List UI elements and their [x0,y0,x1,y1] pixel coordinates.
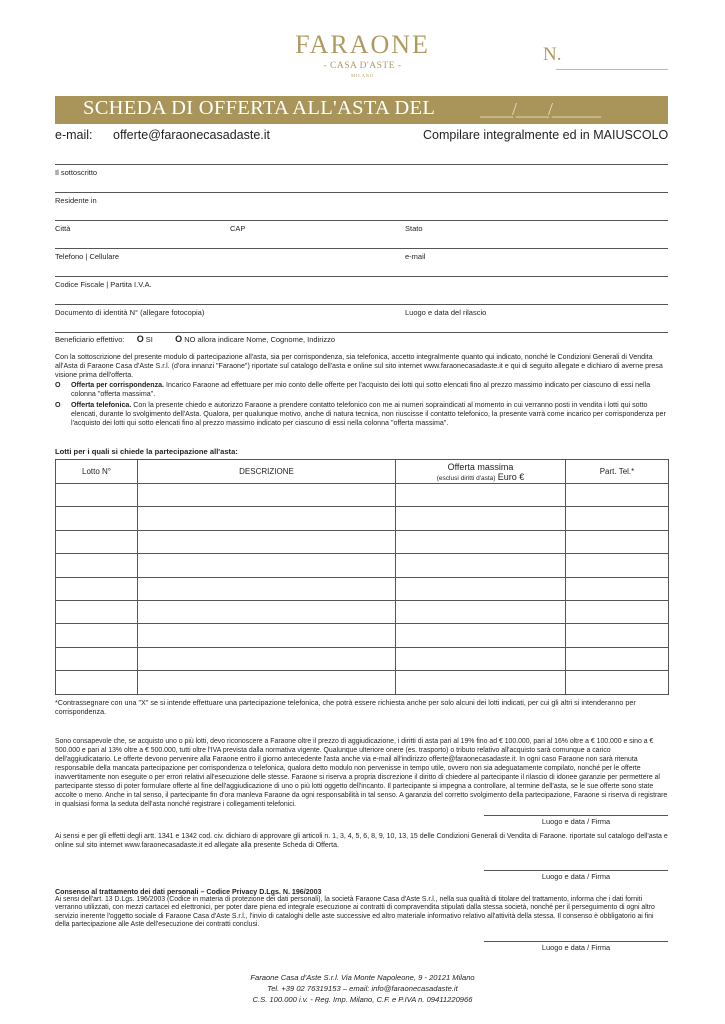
lot-phone-cell[interactable] [566,554,669,577]
beneficiary-row [55,334,335,344]
lots-table-body [56,484,669,695]
lot-phone-cell[interactable] [566,671,669,694]
beneficiary-yes-label: SI [145,335,153,344]
field-label-luogo-rilascio: Luogo e data del rilascio [405,308,487,317]
lot-max-offer-cell[interactable] [396,647,566,670]
lot-number-cell[interactable] [56,484,138,507]
lot-phone-cell[interactable] [566,600,669,623]
signature-label-3: Luogo e data / Firma [541,943,611,952]
lot-phone-cell[interactable] [566,484,669,507]
option-telephone[interactable] [55,401,668,428]
header-offerta-note: (esclusi diritti d'asta) [436,474,496,482]
beneficiary-no-radio[interactable]: O [175,334,183,344]
lot-number-cell[interactable] [56,600,138,623]
brand-logo-name: FARAONE [295,30,430,59]
signature-line-3[interactable] [484,941,668,942]
table-row [56,624,669,647]
lot-number-cell[interactable] [56,507,138,530]
field-label-stato: Stato [405,224,423,233]
header-part-tel: Part. Tel.* [566,460,669,484]
privacy-title: Consenso al trattamento dei dati personali – Codice Privacy D.Lgs. N. 196/2003 [55,888,322,896]
table-row [56,577,669,600]
lots-table [55,459,669,695]
beneficiary-label: Beneficiario effettivo: [55,335,125,344]
option-correspondence-radio[interactable]: O [55,381,61,389]
lot-max-offer-cell[interactable] [396,507,566,530]
option-correspondence[interactable] [55,381,668,399]
lot-description-cell[interactable] [138,647,396,670]
fill-instruction: Compilare integralmente ed in MAIUSCOLO [423,128,669,142]
field-label-codice-fiscale: Codice Fiscale | Partita I.V.A. [55,280,152,289]
field-label-documento: Documento di identità N° (allegare fotocopia) [55,308,205,317]
lot-max-offer-cell[interactable] [396,671,566,694]
lot-max-offer-cell[interactable] [396,577,566,600]
field-label-citta: Città [55,224,71,233]
lot-phone-cell[interactable] [566,577,669,600]
field-residente[interactable] [55,220,668,221]
lot-max-offer-cell[interactable] [396,530,566,553]
lot-description-cell[interactable] [138,530,396,553]
signature-label-1: Luogo e data / Firma [541,817,611,826]
lots-title: Lotti per i quali si chiede la partecipazione all'asta: [55,447,238,456]
field-label-residente: Residente in [55,196,97,205]
lot-phone-cell[interactable] [566,647,669,670]
table-row [56,671,669,694]
footer-registration: C.S. 100.000 i.v. - Reg. Imp. Milano, C.F. e P.IVA n. 09411220966 [252,995,473,1004]
brand-logo-city: MILANO [351,73,374,78]
field-telefono-email[interactable] [55,276,668,277]
header-lotto: Lotto N° [56,460,138,484]
form-number-field[interactable] [556,69,668,70]
option-correspondence-title: Offerta per corrispondenza. [71,381,165,389]
header-offerta [396,460,566,484]
lot-description-cell[interactable] [138,577,396,600]
beneficiary-yes-radio[interactable]: O [136,334,144,344]
table-row [56,554,669,577]
option-correspondence-text: Incarico Faraone ad effettuare per mio conto delle offerte per l'acquisto dei lotti qui sotto elencati fino al prezzo massimo indicato per ciascuno di essi nella colonna "offerta massima". [71,381,651,399]
lot-max-offer-cell[interactable] [396,624,566,647]
terms-paragraph: Sono consapevole che, se acquisto uno o più lotti, devo riconoscere a Faraone oltre il prezzo di aggiudicazione, i diritti di asta pari al 19% fino ad € 100.000, pari al 16% oltre a € 100.000 e sino a € 500.000 e pari al 13% oltre a € 500.000, tutti oltre l'IVA prevista dalla normativa vigente. Qualunque ulteriore onere (es. trasporto) o tributo relativo all'acquisto sarà comunque a carico dell'aggiudicatario. Le offerte devono pervenire alla Faraone entro il giorno antecedente l'asta anche via e-mail all'indirizzo offerte@faraonecasadaste.it. In ogni caso Faraone non sarà ritenuta responsabile della mancata partecipazione per corrispondenza o telefonica, qualora detto modulo non pervenisse in tempo utile, ovvero non sia adeguatamente compilato, nonché per le offerte inavvertitamente non eseguite o per errori relativi all'esecuzione delle stesse. Faraone si riserva a propria discrezione il diritto di chiedere al partecipante il rilascio di idonee garanzie per permettere al partecipante stesso di poter formulare offerte al fine dell'aggiudicazione di uno o più lotti oggetto dell'incanto. Il partecipante si impegna a controllare, al termine dell'asta, se le sue offerte sono state accolte o meno. Anche in tal senso, il partecipante fin d'ora manleva Faraone da ogni responsabilità in tal senso. A garanzia del corretto svolgimento della partecipazione, Faraone si riserva di registrare in qualsiasi forma la seduta dell'asta nonché registrare i collegamenti telefonici. [55,738,668,808]
lot-description-cell[interactable] [138,600,396,623]
field-citta-cap-stato[interactable] [55,248,668,249]
lot-max-offer-cell[interactable] [396,554,566,577]
table-row [56,484,669,507]
header-offerta-label: Offerta massima [447,461,514,472]
option-telephone-text: Con la presente chiedo e autorizzo Faraone a prendere contatto telefonico con me ai numeri sopraindicati al momento in cui verranno posti in vendita i lotti qui sotto elencati, durante lo svolgimento dell'Asta. Qualora, per qualunque motivo, anche di natura tecnica, non riuscisse il contatto telefonico, la presente varrà come incarico per corrispondenza per l'acquisto dei lotti qui sotto elencati fino al prezzo massimo indicato per ciascuno di essi nella colonna "offerta massima". [71,401,666,428]
lot-max-offer-cell[interactable] [396,484,566,507]
lot-description-cell[interactable] [138,671,396,694]
table-row [56,530,669,553]
form-title: SCHEDA DI OFFERTA ALL'ASTA DEL [83,97,436,119]
lot-description-cell[interactable] [138,554,396,577]
telephone-note: *Contrassegnare con una "X" se si intende effettuare una partecipazione telefonica, che potrà essere richiesta anche per solo alcuni dei lotti indicati, per cui gli altri si intenderanno per corrispondenza. [55,698,636,716]
clauses-paragraph: Ai sensi e per gli effetti degli artt. 1341 e 1342 cod. civ. dichiaro di approvare gli articoli n. 1, 3, 4, 5, 6, 8, 9, 10, 13, 15 delle Condizioni Generali di Vendita di Faraone. riportate sul catalogo dell'asta e online sul sito internet www.faraonecasadaste.it ed allegate alla presente Scheda di Offerta. [55,833,668,849]
field-label-email: e-mail [405,252,426,261]
field-documento[interactable] [55,332,668,333]
privacy-paragraph: Ai sensi dell'art. 13 D.Lgs. 196/2003 (Codice in materia di protezione dei dati personali), la società Faraone Casa d'Aste S.r.l., nella sua qualità di titolare del trattamento, informa che i dati forniti verranno utilizzati, con mezzi cartacei ed elettronici, per poter dare piena ed integrale esecuzione ai contratti di compravendita stipulati dalla stessa società, nonché per il perseguimento di ogni altro servizio inerente l'oggetto sociale di Faraone Casa d'Aste S.r.l., l'invio di cataloghi delle aste successive ed altro materiale informativo relativo all'attività della stessa. Il consenso è obbligatorio ai fini della partecipazione alle Aste dell'esecuzione dei contratti conclusi. [55,896,655,928]
lot-description-cell[interactable] [138,624,396,647]
lot-phone-cell[interactable] [566,507,669,530]
beneficiary-no-label: NO allora indicare Nome, Cognome, Indirizzo [184,335,336,344]
offers-email-link[interactable]: offerte@faraonecasadaste.it [113,128,271,142]
lot-max-offer-cell[interactable] [396,600,566,623]
signature-line-1[interactable] [484,815,668,816]
line-top [55,164,668,165]
field-sottoscritto[interactable] [55,192,668,193]
field-label-cap: CAP [230,224,246,233]
option-telephone-title: Offerta telefonica. [71,401,132,409]
field-codice-fiscale[interactable] [55,304,668,305]
lot-phone-cell[interactable] [566,530,669,553]
lot-phone-cell[interactable] [566,624,669,647]
table-row [56,600,669,623]
option-telephone-radio[interactable]: O [55,401,61,409]
signature-line-2[interactable] [484,870,668,871]
footer-address: Faraone Casa d'Aste S.r.l. Via Monte Napoleone, 9 - 20121 Milano [250,973,475,982]
lot-number-cell[interactable] [56,530,138,553]
lot-description-cell[interactable] [138,507,396,530]
table-row [56,507,669,530]
lot-number-cell[interactable] [56,647,138,670]
email-label: e-mail: [55,128,93,142]
lot-number-cell[interactable] [56,554,138,577]
brand-logo-tagline: - CASA D'ASTE - [323,61,402,71]
lot-description-cell[interactable] [138,484,396,507]
field-label-telefono: Telefono | Cellulare [55,252,120,261]
lot-number-cell[interactable] [56,577,138,600]
lot-number-cell[interactable] [56,671,138,694]
form-number-label: N. [543,44,562,65]
intro-paragraph: Con la sottoscrizione del presente modulo di partecipazione all'asta, sia per corrispondenza, sia telefonica, accetto integralmente quanto qui indicato, nonché le Condizioni Generali di Vendita all'Asta di Faraone Casa d'Aste S.r.l. (d'ora innanzi "Faraone") riportate sul catalogo dell'asta e online sul sito internet www.faraonecasadaste.it e qui di seguito allegate e dichiaro di averne presa visione prima dell'offerta. [55,353,663,380]
header-descrizione: DESCRIZIONE [138,460,396,484]
field-label-sottoscritto: Il sottoscritto [55,168,98,177]
footer-contact: Tel. +39 02 76319153 – email: info@faraonecasadaste.it [267,984,458,993]
header-offerta-currency: Euro € [497,471,525,482]
lot-number-cell[interactable] [56,624,138,647]
table-row [56,647,669,670]
signature-label-2: Luogo e data / Firma [541,872,611,881]
auction-date-field[interactable]: ____/____/______ [480,99,601,119]
